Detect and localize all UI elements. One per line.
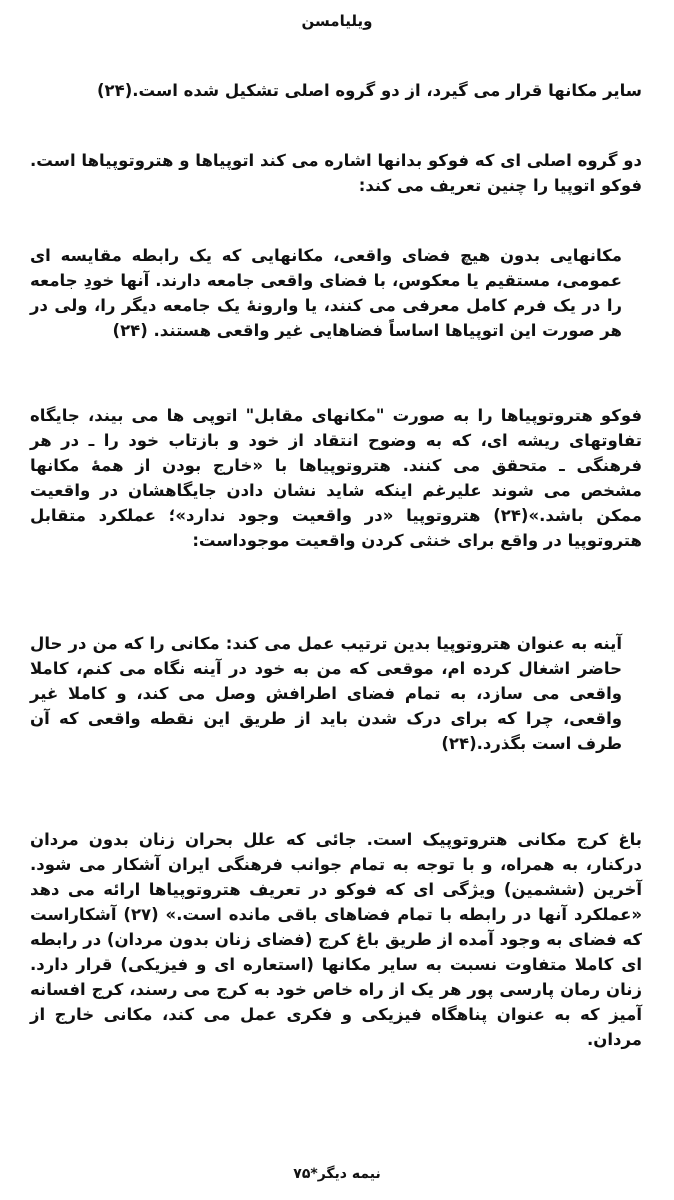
paragraph-1: سایر مکانها قرار می گیرد، از دو گروه اصلی تشکیل شده است.(۲۴) — [97, 81, 642, 100]
page-footer: نیمه دیگر*۷۵ — [293, 1166, 381, 1182]
paragraph-4: باغ کرج مکانی هتروتوپیک است. جائی که علل بحران زنان بدون مردان درکنار، به همراه، و با توجه به تمام جوانب فرهنگی ایران آشکار می شود. آخرین (ششمین) ویژگی ای که فوکو در تعریف هتروتوپیاها ارائه می دهد «عملکرد آنها در رابطه با تمام فضاهای باقی مانده است.» (۲۷) آشکاراست که فضای به وجود آمده از طریق باغ کرج (فضای زنان بدون مردان) در رابطه ای کاملا متفاوت نسبت به سایر مکانها (استعاره ای و فیزیکی) قرار دارد. زنان رمان پارسی پور هر یک از راه خاص خود به کرج می رسند، کرج افسانه آمیز که به عنوان پناهگاه فیزیکی و فکری عمل می کند، مکانی خارج از مردان. — [30, 830, 643, 1049]
block-quote-2: آینه به عنوان هتروتوپیا بدین ترتیب عمل می کند: مکانی را که من در حال حاضر اشغال کرده ام، موقعی که من به خود در آینه نگاه می کنم، کاملا واقعی می سازد، به تمام فضای اطرافش وصل می کند، و کاملا غیر واقعی، چرا که برای درک شدن باید از طریق این نقطه واقعی که آن طرف است بگذرد.(۲۴) — [30, 634, 622, 753]
paragraph-3: فوکو هتروتوپیاها را به صورت "مکانهای مقابل" اتوپی ها می بیند، جایگاه تفاوتهای ریشه ای، که به وضوح انتقاد از خود و بازتاب خود را ـ در هر فرهنگی ـ متحقق می کنند. هتروتوپیاها با «خارج بودن از همهٔ مکانها مشخص می شوند علیرغم اینکه شاید نشان دادن جایگاهشان در واقعیت ممکن باشد.»(۲۴) هتروتوپیا «در واقعیت وجود ندارد»؛ عملکرد متقابل هتروتوپیا در واقع برای خنثی کردن واقعیت موجوداست: — [30, 406, 642, 550]
paragraph-2: دو گروه اصلی ای که فوکو بدانها اشاره می کند اتوپیاها و هتروتوپیاها است. فوکو اتوپیا را چنین تعریف می کند: — [30, 151, 642, 195]
running-header-author: ویلیامسن — [301, 12, 373, 30]
block-quote-1: مکانهایی بدون هیچ فضای واقعی، مکانهایی که یک رابطه مقایسه ای عمومی، مستقیم یا معکوس، با فضای واقعی جامعه دارند. آنها خودِ جامعه را در یک فرم کامل معرفی می کنند، یا وارونهٔ یک جامعه دیگر را، ولی در هر صورت این اتوپیاها اساساً فضاهایی غیر واقعی هستند. (۲۴) — [30, 246, 622, 340]
